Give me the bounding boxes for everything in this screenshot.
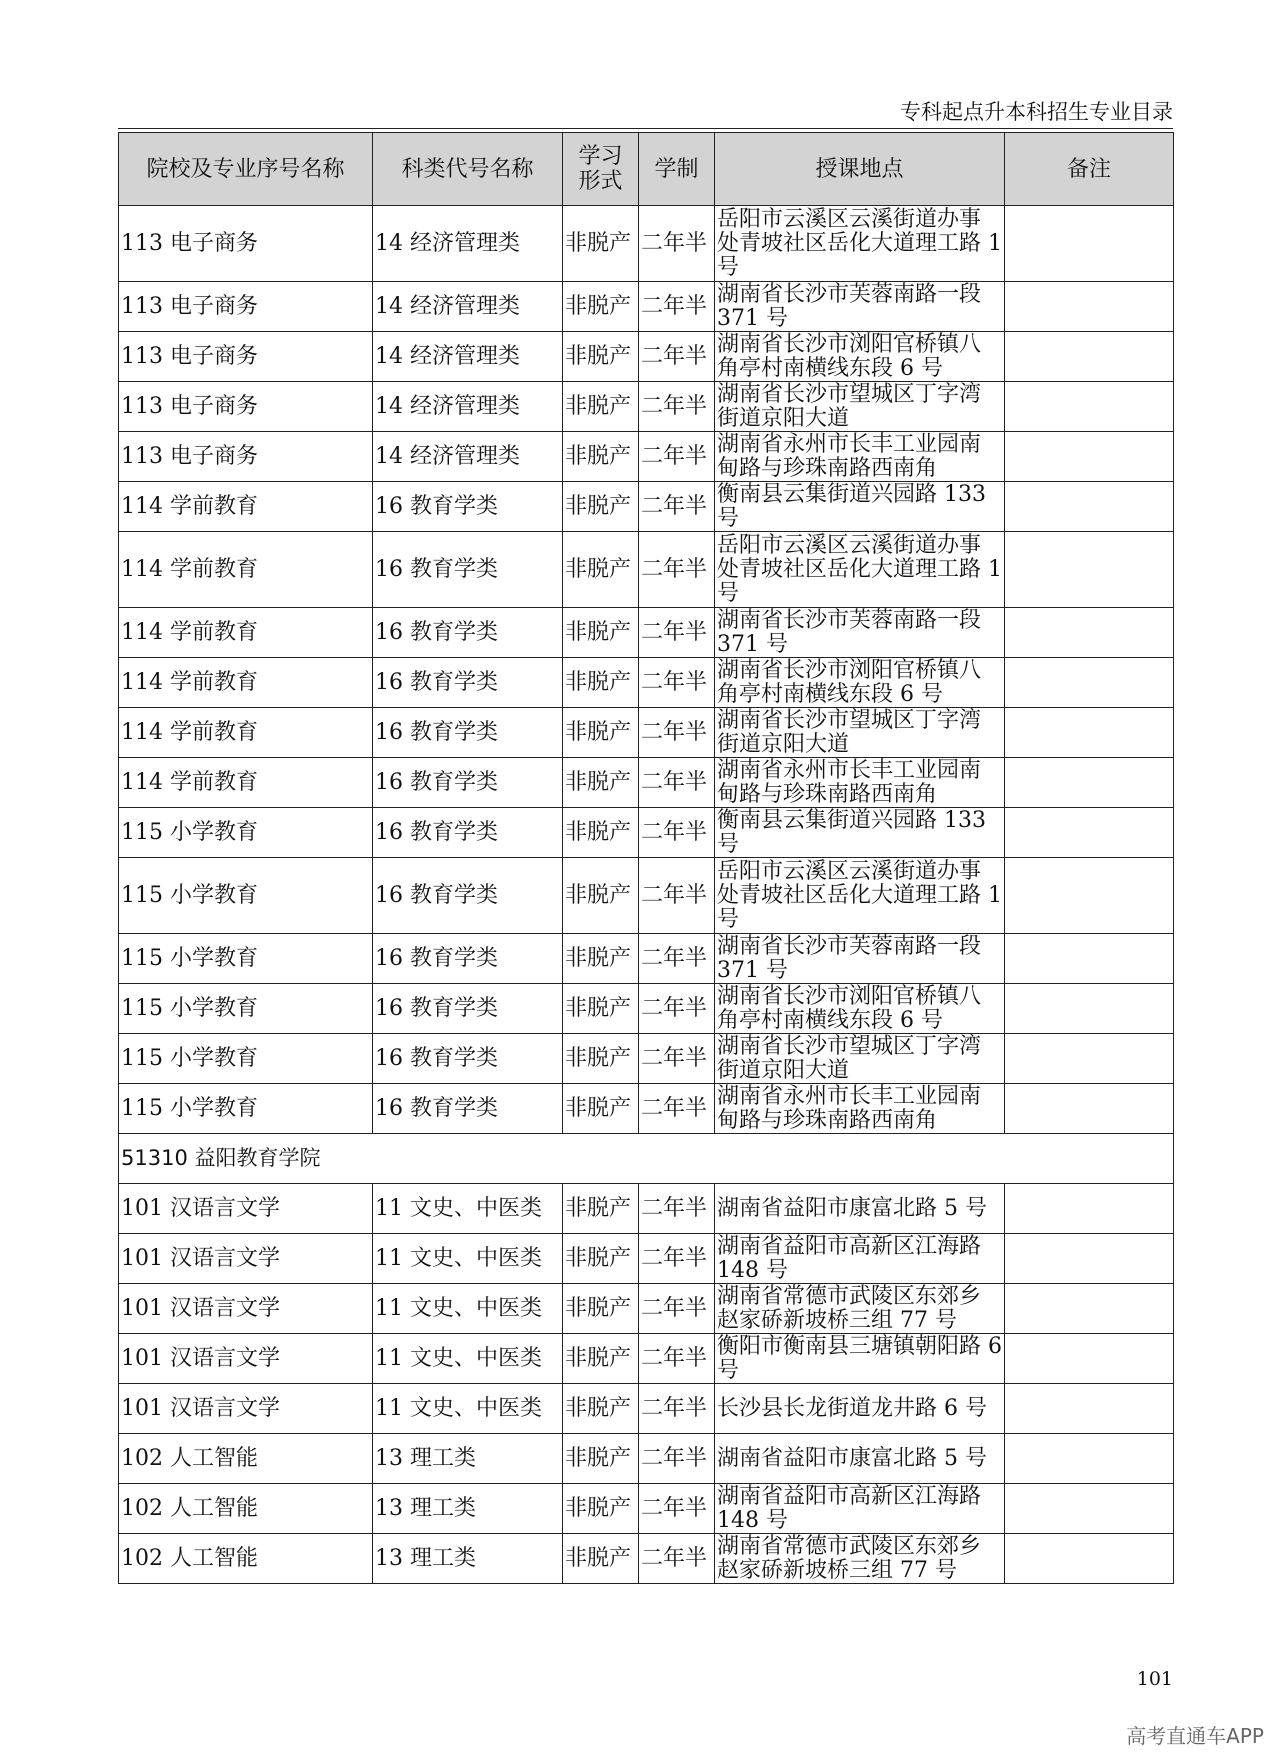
cell-duration: 二年半 — [639, 1484, 715, 1534]
cell-location: 湖南省长沙市浏阳官桥镇八角亭村南横线东段 6 号 — [715, 332, 1005, 382]
cell-location: 岳阳市云溪区云溪街道办事处青坡社区岳化大道理工路 1 号 — [715, 858, 1005, 934]
table-row — [119, 532, 1174, 608]
cell-major: 115 小学教育 — [119, 984, 373, 1034]
table-row — [119, 858, 1174, 934]
table-row — [119, 1234, 1174, 1284]
cell-remarks — [1005, 1034, 1174, 1084]
cell-remarks — [1005, 1384, 1174, 1434]
table-row — [119, 1034, 1174, 1084]
cell-location: 湖南省长沙市芙蓉南路一段 371 号 — [715, 282, 1005, 332]
institution-section-row — [119, 1134, 1174, 1184]
cell-category: 14 经济管理类 — [373, 206, 563, 282]
cell-major: 101 汉语言文学 — [119, 1234, 373, 1284]
cell-major: 102 人工智能 — [119, 1434, 373, 1484]
cell-duration: 二年半 — [639, 432, 715, 482]
cell-study-form: 非脱产 — [563, 1434, 639, 1484]
cell-category: 11 文史、中医类 — [373, 1284, 563, 1334]
cell-study-form: 非脱产 — [563, 708, 639, 758]
cell-location: 衡南县云集街道兴园路 133 号 — [715, 482, 1005, 532]
cell-study-form: 非脱产 — [563, 1534, 639, 1584]
cell-category: 11 文史、中医类 — [373, 1234, 563, 1284]
cell-category: 16 教育学类 — [373, 1034, 563, 1084]
cell-remarks — [1005, 432, 1174, 482]
cell-major: 115 小学教育 — [119, 808, 373, 858]
cell-duration: 二年半 — [639, 1034, 715, 1084]
cell-category: 16 教育学类 — [373, 482, 563, 532]
cell-remarks — [1005, 708, 1174, 758]
cell-study-form: 非脱产 — [563, 608, 639, 658]
cell-duration: 二年半 — [639, 934, 715, 984]
table-row — [119, 1184, 1174, 1234]
cell-remarks — [1005, 482, 1174, 532]
cell-category: 13 理工类 — [373, 1534, 563, 1584]
cell-duration: 二年半 — [639, 482, 715, 532]
cell-study-form: 非脱产 — [563, 934, 639, 984]
cell-study-form: 非脱产 — [563, 984, 639, 1034]
cell-location: 湖南省益阳市康富北路 5 号 — [715, 1184, 1005, 1234]
cell-remarks — [1005, 1234, 1174, 1284]
table-row — [119, 1484, 1174, 1534]
cell-duration: 二年半 — [639, 1334, 715, 1384]
cell-study-form: 非脱产 — [563, 532, 639, 608]
cell-remarks — [1005, 1534, 1174, 1584]
cell-major: 114 学前教育 — [119, 532, 373, 608]
cell-major: 113 电子商务 — [119, 206, 373, 282]
cell-location: 湖南省常德市武陵区东郊乡赵家硚新坡桥三组 77 号 — [715, 1534, 1005, 1584]
page-header-title: 专科起点升本科招生专业目录 — [900, 100, 1173, 124]
table-header-row — [119, 133, 1174, 206]
cell-location: 湖南省长沙市浏阳官桥镇八角亭村南横线东段 6 号 — [715, 984, 1005, 1034]
cell-duration: 二年半 — [639, 1384, 715, 1434]
column-header-study-form: 学习 形式 — [563, 133, 639, 206]
table-row — [119, 1434, 1174, 1484]
cell-category: 13 理工类 — [373, 1434, 563, 1484]
cell-location: 湖南省益阳市高新区江海路 148 号 — [715, 1484, 1005, 1534]
cell-remarks — [1005, 984, 1174, 1034]
table-row — [119, 808, 1174, 858]
major-catalog-table — [118, 132, 1174, 1584]
cell-major: 101 汉语言文学 — [119, 1184, 373, 1234]
cell-remarks — [1005, 332, 1174, 382]
cell-category: 14 经济管理类 — [373, 282, 563, 332]
cell-major: 115 小学教育 — [119, 934, 373, 984]
cell-remarks — [1005, 206, 1174, 282]
cell-remarks — [1005, 1084, 1174, 1134]
cell-major: 102 人工智能 — [119, 1534, 373, 1584]
cell-study-form: 非脱产 — [563, 282, 639, 332]
column-header-major: 院校及专业序号名称 — [119, 133, 373, 206]
cell-category: 16 教育学类 — [373, 934, 563, 984]
cell-location: 岳阳市云溪区云溪街道办事处青坡社区岳化大道理工路 1 号 — [715, 532, 1005, 608]
cell-remarks — [1005, 858, 1174, 934]
cell-category: 14 经济管理类 — [373, 382, 563, 432]
cell-duration: 二年半 — [639, 608, 715, 658]
cell-remarks — [1005, 382, 1174, 432]
cell-remarks — [1005, 282, 1174, 332]
cell-study-form: 非脱产 — [563, 1184, 639, 1234]
table-row — [119, 206, 1174, 282]
cell-remarks — [1005, 532, 1174, 608]
cell-location: 湖南省永州市长丰工业园南甸路与珍珠南路西南角 — [715, 758, 1005, 808]
table-row — [119, 758, 1174, 808]
cell-major: 113 电子商务 — [119, 282, 373, 332]
cell-remarks — [1005, 934, 1174, 984]
column-header-location: 授课地点 — [715, 133, 1005, 206]
cell-study-form: 非脱产 — [563, 808, 639, 858]
cell-location: 湖南省永州市长丰工业园南甸路与珍珠南路西南角 — [715, 432, 1005, 482]
page-number: 101 — [1136, 1668, 1173, 1690]
watermark: 高考直通车APP — [1126, 1724, 1264, 1748]
cell-location: 长沙县长龙街道龙井路 6 号 — [715, 1384, 1005, 1434]
cell-major: 114 学前教育 — [119, 482, 373, 532]
cell-category: 11 文史、中医类 — [373, 1384, 563, 1434]
table-row — [119, 1334, 1174, 1384]
cell-study-form: 非脱产 — [563, 1034, 639, 1084]
cell-major: 115 小学教育 — [119, 1084, 373, 1134]
cell-duration: 二年半 — [639, 984, 715, 1034]
cell-major: 114 学前教育 — [119, 658, 373, 708]
cell-category: 16 教育学类 — [373, 658, 563, 708]
cell-duration: 二年半 — [639, 1234, 715, 1284]
cell-category: 16 教育学类 — [373, 532, 563, 608]
cell-remarks — [1005, 658, 1174, 708]
cell-remarks — [1005, 1484, 1174, 1534]
cell-remarks — [1005, 1334, 1174, 1384]
cell-study-form: 非脱产 — [563, 858, 639, 934]
cell-study-form: 非脱产 — [563, 658, 639, 708]
cell-duration: 二年半 — [639, 1284, 715, 1334]
cell-location: 湖南省益阳市高新区江海路 148 号 — [715, 1234, 1005, 1284]
cell-duration: 二年半 — [639, 1534, 715, 1584]
cell-category: 16 教育学类 — [373, 1084, 563, 1134]
cell-category: 16 教育学类 — [373, 758, 563, 808]
cell-remarks — [1005, 1284, 1174, 1334]
column-header-category: 科类代号名称 — [373, 133, 563, 206]
cell-major: 101 汉语言文学 — [119, 1334, 373, 1384]
cell-duration: 二年半 — [639, 858, 715, 934]
cell-category: 11 文史、中医类 — [373, 1184, 563, 1234]
cell-remarks — [1005, 758, 1174, 808]
cell-category: 16 教育学类 — [373, 708, 563, 758]
cell-major: 114 学前教育 — [119, 758, 373, 808]
table-row — [119, 1084, 1174, 1134]
table-row — [119, 332, 1174, 382]
cell-duration: 二年半 — [639, 332, 715, 382]
cell-category: 16 教育学类 — [373, 608, 563, 658]
cell-major: 113 电子商务 — [119, 332, 373, 382]
cell-remarks — [1005, 808, 1174, 858]
cell-major: 115 小学教育 — [119, 1034, 373, 1084]
cell-study-form: 非脱产 — [563, 432, 639, 482]
cell-remarks — [1005, 608, 1174, 658]
cell-location: 湖南省长沙市望城区丁字湾街道京阳大道 — [715, 1034, 1005, 1084]
cell-study-form: 非脱产 — [563, 1334, 639, 1384]
table-row — [119, 1534, 1174, 1584]
cell-study-form: 非脱产 — [563, 206, 639, 282]
cell-location: 湖南省长沙市望城区丁字湾街道京阳大道 — [715, 382, 1005, 432]
cell-study-form: 非脱产 — [563, 1234, 639, 1284]
cell-major: 113 电子商务 — [119, 382, 373, 432]
cell-major: 101 汉语言文学 — [119, 1284, 373, 1334]
cell-remarks — [1005, 1184, 1174, 1234]
table-row — [119, 658, 1174, 708]
table-row — [119, 482, 1174, 532]
cell-major: 101 汉语言文学 — [119, 1384, 373, 1434]
table-row — [119, 382, 1174, 432]
cell-duration: 二年半 — [639, 1434, 715, 1484]
cell-study-form: 非脱产 — [563, 382, 639, 432]
table-row — [119, 608, 1174, 658]
table-row — [119, 432, 1174, 482]
cell-location: 湖南省长沙市望城区丁字湾街道京阳大道 — [715, 708, 1005, 758]
cell-study-form: 非脱产 — [563, 1484, 639, 1534]
cell-location: 湖南省长沙市芙蓉南路一段 371 号 — [715, 934, 1005, 984]
cell-category: 16 教育学类 — [373, 808, 563, 858]
column-header-remarks: 备注 — [1005, 133, 1174, 206]
cell-duration: 二年半 — [639, 1184, 715, 1234]
cell-location: 湖南省益阳市康富北路 5 号 — [715, 1434, 1005, 1484]
cell-major: 114 学前教育 — [119, 708, 373, 758]
table-row — [119, 282, 1174, 332]
cell-location: 湖南省常德市武陵区东郊乡赵家硚新坡桥三组 77 号 — [715, 1284, 1005, 1334]
cell-duration: 二年半 — [639, 658, 715, 708]
cell-location: 衡阳市衡南县三塘镇朝阳路 6 号 — [715, 1334, 1005, 1384]
cell-duration: 二年半 — [639, 808, 715, 858]
cell-category: 14 经济管理类 — [373, 432, 563, 482]
cell-location: 湖南省长沙市芙蓉南路一段 371 号 — [715, 608, 1005, 658]
cell-study-form: 非脱产 — [563, 482, 639, 532]
cell-remarks — [1005, 1434, 1174, 1484]
table-row — [119, 984, 1174, 1034]
cell-study-form: 非脱产 — [563, 1084, 639, 1134]
cell-category: 13 理工类 — [373, 1484, 563, 1534]
cell-study-form: 非脱产 — [563, 758, 639, 808]
cell-major: 114 学前教育 — [119, 608, 373, 658]
header-divider — [118, 128, 1173, 129]
cell-duration: 二年半 — [639, 758, 715, 808]
cell-duration: 二年半 — [639, 206, 715, 282]
cell-location: 湖南省长沙市浏阳官桥镇八角亭村南横线东段 6 号 — [715, 658, 1005, 708]
cell-study-form: 非脱产 — [563, 1284, 639, 1334]
cell-major: 113 电子商务 — [119, 432, 373, 482]
table-row — [119, 934, 1174, 984]
table-row — [119, 1384, 1174, 1434]
cell-study-form: 非脱产 — [563, 1384, 639, 1434]
cell-category: 16 教育学类 — [373, 858, 563, 934]
cell-category: 14 经济管理类 — [373, 332, 563, 382]
cell-major: 102 人工智能 — [119, 1484, 373, 1534]
table-row — [119, 708, 1174, 758]
cell-duration: 二年半 — [639, 382, 715, 432]
cell-location: 衡南县云集街道兴园路 133 号 — [715, 808, 1005, 858]
institution-name: 51310 益阳教育学院 — [119, 1134, 1174, 1184]
column-header-duration: 学制 — [639, 133, 715, 206]
cell-duration: 二年半 — [639, 282, 715, 332]
cell-duration: 二年半 — [639, 708, 715, 758]
cell-duration: 二年半 — [639, 532, 715, 608]
cell-category: 11 文史、中医类 — [373, 1334, 563, 1384]
cell-major: 115 小学教育 — [119, 858, 373, 934]
cell-duration: 二年半 — [639, 1084, 715, 1134]
cell-location: 岳阳市云溪区云溪街道办事处青坡社区岳化大道理工路 1 号 — [715, 206, 1005, 282]
cell-category: 16 教育学类 — [373, 984, 563, 1034]
table-row — [119, 1284, 1174, 1334]
cell-location: 湖南省永州市长丰工业园南甸路与珍珠南路西南角 — [715, 1084, 1005, 1134]
cell-study-form: 非脱产 — [563, 332, 639, 382]
